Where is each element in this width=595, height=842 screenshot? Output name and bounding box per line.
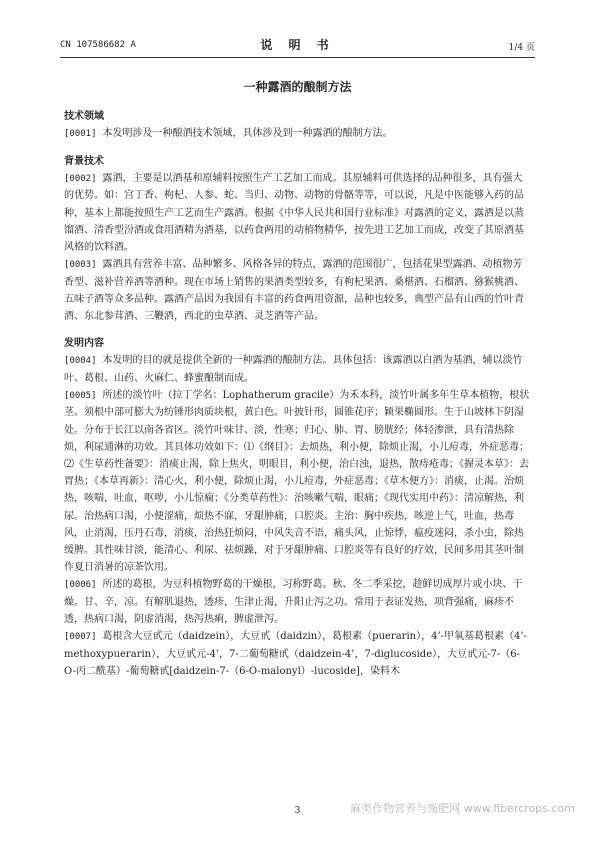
document-body — [64, 108, 530, 680]
page-number: 3 — [294, 806, 301, 816]
paragraph-0005 — [64, 387, 530, 576]
document-title: 一种露酒的酿制方法 — [243, 80, 352, 94]
paragraph-0001 — [64, 125, 530, 142]
section-heading-tech-field: 技术领域 — [64, 111, 104, 122]
paragraph-id: [0007] — [64, 632, 97, 643]
paragraph-id: [0005] — [64, 390, 97, 401]
document-type: 说 明 书 — [260, 38, 335, 52]
page-indicator: 1/4 页 — [508, 43, 535, 53]
paragraph-id: [0003] — [64, 260, 97, 271]
paragraph-text: 露酒，主要是以酒基和原辅料按照生产工艺加工而成。其原辅料可供选择的品种很多，具有强大的优势。如：宫丁香、枸杞、人参、蛇、当归、动物、动物的骨骼等等，可以说，凡是中医能够入药的品种，基本上都能按照生产工艺而生产露酒。根据《中华人民共和国行业标准》对露酒的定义，露酒是以蒸馏酒、清香型汾酒或食用酒精为酒基，以药食两用的动植物精华，按先进工艺加工而成，改变了其原酒基风格的饮料酒。 — [64, 172, 524, 253]
paragraph-text: 所述的淡竹叶（拉丁学名：Lophatherum gracile）为禾本科，淡竹叶属多年生草本植物，根状茎。须根中部可膨大为纺锤形肉质块根，黄白色。叶披针形，圆锥花序；颖果椭圆形。生于山坡林下阴湿处。分布于长江以南各省区。淡竹叶味甘、淡，性寒；归心、肺、胃、膀胱经；体轻渗泄，具有清热除烦，利尿通淋的功效。其具体功效如下：⑴《纲目》：去烦热，利小便，除烦止渴，小儿痘毒，外症恶毒；⑵《生草药性备要》：消痰止渴，除上焦火，明眼目，利小便，治白浊，退热，散痔疮毒；《握灵本草》：去胃热；《本草再新》：清心火，利小便，除烦止渴，小儿痘毒，外症恶毒；《草木便方》：消痰，止渴。治烦热，咳喘，吐血，呕哕，小儿惊痫；《分类草药性》：治咳嗽气喘，眼痛；《现代实用中药》：清凉解热，利尿。治热病口渴，小便涩痛，烦热不寐，牙龈肿痛，口腔炎。主治：胸中疾热，咳逆上气，吐血，热毒风，止消渴，压丹石毒，消痰，治热狂烦闷，中风失音不语，痛头风，止惊悸，瘟疫迷闷，杀小虫，除热缓脾。其性味甘淡，能清心、利尿、祛烦躁，对于牙龈肿痛、口腔炎等有良好的疗效，民间多用其茎叶制作夏日消暑的凉茶饮用。 — [64, 389, 530, 574]
paragraph-0003 — [64, 256, 530, 325]
paragraph-id: [0001] — [64, 129, 97, 140]
paragraph-text: 所述的葛根，为豆科植物野葛的干燥根，习称野葛。秋、冬二季采挖，趁鲜切成厚片或小块、干燥。甘、辛，凉。有解肌退热，透疹，生津止渴，升阳止泻之功。常用于表证发热，项背强痛，麻疹不透，热病口渴，阴虚消渴，热泻热痢，脾虚泄泻。 — [64, 579, 523, 625]
header-divider — [60, 57, 535, 58]
paragraph-0006 — [64, 576, 530, 628]
section-heading-invention: 发明内容 — [64, 338, 104, 350]
section-heading-background: 背景技术 — [64, 155, 104, 167]
patent-number: CN 107586682 A — [60, 40, 136, 50]
paragraph-id: [0006] — [64, 580, 97, 591]
page-header — [60, 36, 535, 54]
paragraph-id: [0002] — [64, 173, 97, 184]
paragraph-text: 本发明涉及一种酿酒技术领域，具体涉及到一种露酒的酿制方法。 — [102, 128, 393, 140]
paragraph-text: 露酒具有营养丰富、品种繁多、风格各异的特点，露酒的范围很广，包括花果型露酒、动植物芳香型、滋补营养酒等酒种。现在市场上销售的果酒类型较多，有枸杞果酒、桑椹酒、石榴酒、猕猴桃酒、五味子酒等众多品种。露酒产品因为我国有丰富的药食两用资源，品种也较多，典型产品有山西的竹叶青酒、东北参茸酒、三鞭酒，西北的虫草酒、灵芝酒等产品。 — [64, 259, 524, 322]
site-watermark: 麻类作物营养与施肥网 www.fibercrops.com — [350, 802, 575, 815]
paragraph-0002 — [64, 170, 530, 256]
paragraph-0007 — [64, 628, 530, 680]
paragraph-0004 — [64, 352, 530, 387]
paragraph-text: 本发明的目的就是提供全新的一种露酒的酿制方法。具体包括：该露酒以白酒为基酒，辅以淡竹叶、葛根、山药、火麻仁、蜂蜜酿制而成。 — [64, 355, 523, 384]
paragraph-id: [0004] — [64, 356, 97, 367]
paragraph-text: 葛根含大豆甙元（daidzein），大豆甙（daidzin），葛根素（puerarin），4’-甲氧基葛根素（4’-methoxypuerarin），大豆甙元-4’，7-二葡萄糖甙（daidzein-4’，7-diglucoside），大豆甙元-7-（6-O-丙二酰基）-葡萄糖甙[daidzein-7-（6-O-malonyl）-lucoside]，染料木 — [64, 631, 527, 677]
